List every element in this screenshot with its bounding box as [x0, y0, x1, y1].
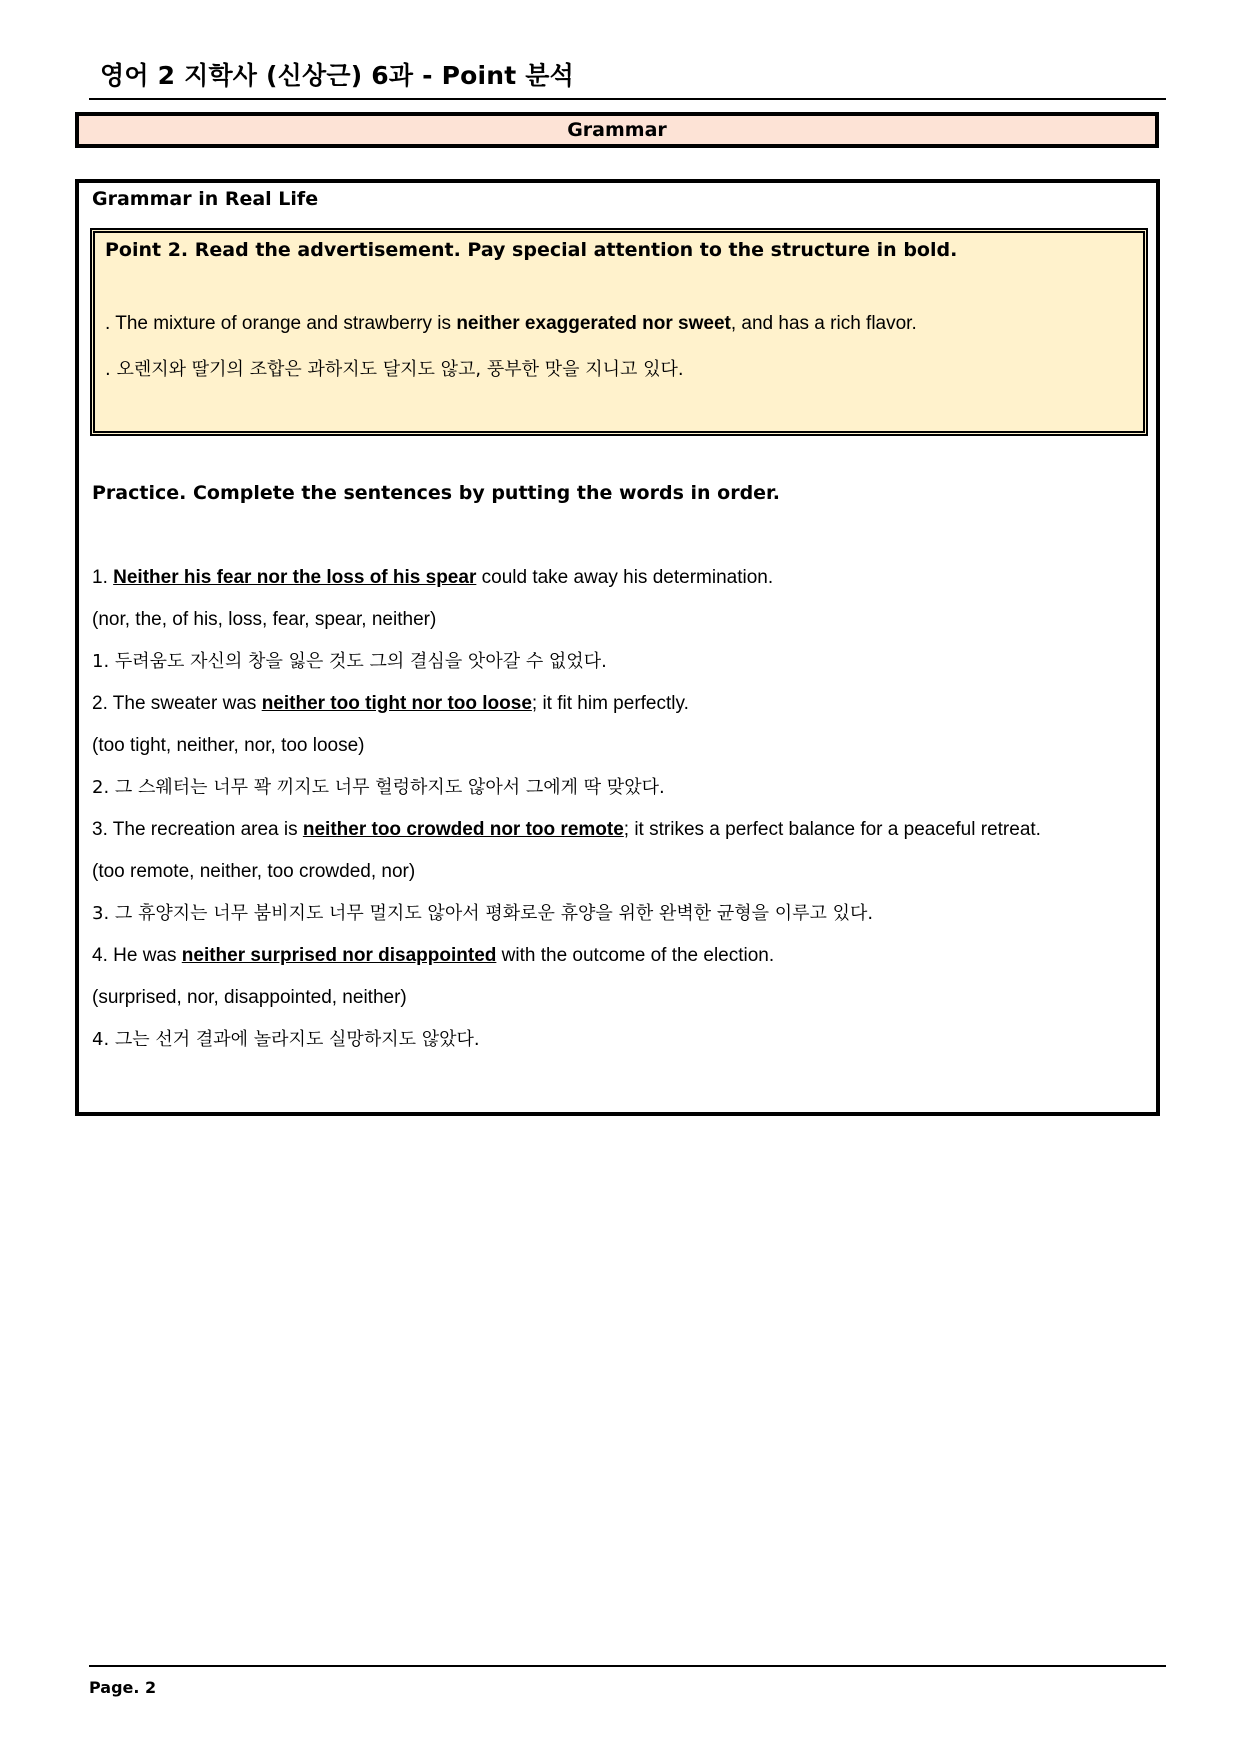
practice-translation: 4. 그는 선거 결과에 놀라지도 실망하지도 않았다.: [92, 1029, 480, 1050]
sentence-before: 1.: [92, 567, 114, 588]
sentence-answer: neither too crowded nor too remote: [302, 819, 624, 840]
section-label: Grammar: [567, 119, 667, 141]
practice-translation: 2. 그 스웨터는 너무 꽉 끼지도 너무 헐렁하지도 않아서 그에게 딱 맞았다.: [92, 777, 665, 798]
title-divider: [89, 98, 1166, 100]
practice-list: [92, 564, 1142, 1068]
practice-words: (too tight, neither, nor, too loose): [92, 735, 365, 756]
practice-words: (surprised, nor, disappointed, neither): [92, 987, 407, 1008]
sentence-before: 2. The sweater was: [92, 693, 262, 714]
sentence-after: ; it fit him perfectly.: [531, 693, 689, 714]
practice-sentence: [92, 942, 1142, 984]
sentence-after: ; it strikes a perfect balance for a peaceful retreat.: [623, 819, 1041, 840]
footer-divider: [89, 1665, 1166, 1667]
practice-sentence: [92, 690, 1142, 732]
sentence-before: 4. He was: [92, 945, 182, 966]
sentence-after: with the outcome of the election.: [496, 945, 775, 966]
page-number: Page. 2: [89, 1678, 157, 1697]
practice-translation: 3. 그 휴양지는 너무 붐비지도 너무 멀지도 않아서 평화로운 휴양을 위한 완벽한 균형을 이루고 있다.: [92, 903, 874, 924]
practice-heading: Practice. Complete the sentences by putting the words in order.: [92, 482, 780, 504]
grammar-box: [75, 179, 1160, 1116]
sentence-answer: neither too tight nor too loose: [261, 693, 532, 714]
point-example-ko: . 오렌지와 딸기의 조합은 과하지도 달지도 않고, 풍부한 맛을 지니고 있다.: [105, 359, 684, 380]
sentence-before: 3. The recreation area is: [92, 819, 303, 840]
sentence-answer: Neither his fear nor the loss of his spear: [113, 567, 477, 588]
section-bar: [75, 112, 1159, 148]
sentence-answer: neither surprised nor disappointed: [181, 945, 497, 966]
box-heading: Grammar in Real Life: [92, 188, 319, 210]
page-title: 영어 2 지학사 (신상근) 6과 - Point 분석: [100, 61, 575, 90]
point-box: [90, 228, 1148, 436]
example-text-after: , and has a rich flavor.: [730, 313, 917, 334]
sentence-after: could take away his determination.: [476, 567, 774, 588]
practice-sentence: [92, 816, 1142, 858]
practice-sentence: [92, 564, 1142, 606]
practice-words: (too remote, neither, too crowded, nor): [92, 861, 416, 882]
example-text-before: . The mixture of orange and strawberry is: [105, 313, 457, 334]
point-example-en: [105, 313, 917, 335]
example-bold-structure: neither exaggerated nor sweet: [456, 313, 731, 334]
practice-words: (nor, the, of his, loss, fear, spear, neither): [92, 609, 437, 630]
practice-translation: 1. 두려움도 자신의 창을 잃은 것도 그의 결심을 앗아갈 수 없었다.: [92, 651, 607, 672]
point-heading: Point 2. Read the advertisement. Pay special attention to the structure in bold.: [105, 239, 958, 261]
